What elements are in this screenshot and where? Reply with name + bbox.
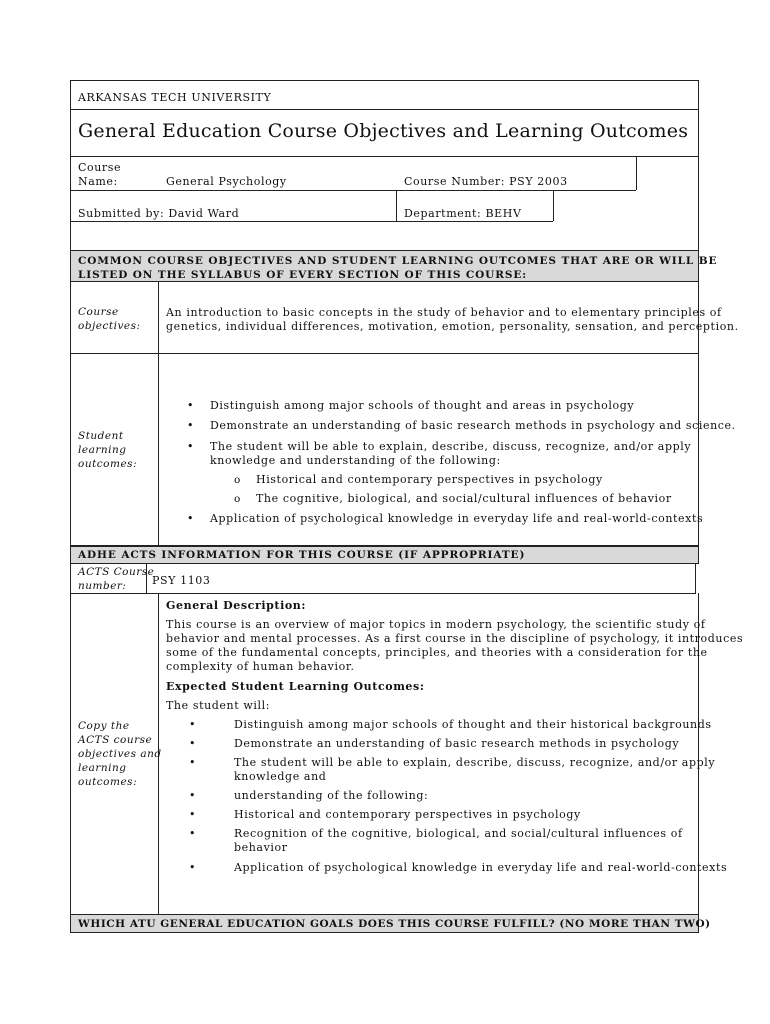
outcomes-label-1: Student xyxy=(78,430,124,442)
outcome-item-2: Demonstrate an understanding of basic research methods in psychology and science. xyxy=(210,419,736,432)
copy-label-3: objectives and xyxy=(78,748,162,760)
outcome-bullet-4: • xyxy=(187,512,195,525)
outcome-sub-bullet-2: o xyxy=(234,493,241,505)
outcome-item-3a: The student will be able to explain, describe, discuss, recognize, and/or apply xyxy=(210,440,692,453)
copy-label-4: learning xyxy=(78,762,127,774)
outcome-sub-item-2: The cognitive, biological, and social/cultural influences of behavior xyxy=(256,492,672,505)
course-number: Course Number: PSY 2003 xyxy=(404,175,568,188)
copy-label-2: ACTS course xyxy=(78,734,153,746)
copy-label-5: outcomes: xyxy=(78,776,138,788)
submitted-divider xyxy=(396,190,397,221)
general-description-line-1: This course is an overview of major topics in modern psychology, the scientific study of xyxy=(166,618,706,631)
course-name-row xyxy=(70,156,699,190)
general-description-line-3: some of the fundamental concepts, principles, and theories with a consideration for the xyxy=(166,646,708,659)
expected-item-3a: The student will be able to explain, describe, discuss, recognize, and/or apply xyxy=(234,756,716,769)
outcome-sub-item-1: Historical and contemporary perspectives in psychology xyxy=(256,473,603,486)
expected-bullet-1: • xyxy=(189,718,197,731)
expected-bullet-5: • xyxy=(189,808,197,821)
adhe-heading: ADHE ACTS INFORMATION FOR THIS COURSE (IF APPROPRIATE) xyxy=(78,549,526,561)
outcome-item-4: Application of psychological knowledge in everyday life and real-world-contexts xyxy=(210,512,704,525)
general-description-heading: General Description: xyxy=(166,599,307,612)
expected-item-1: Distinguish among major schools of thought and their historical backgrounds xyxy=(234,718,712,731)
course-row-divider-1 xyxy=(636,156,637,190)
submitted-by: Submitted by: David Ward xyxy=(78,207,240,220)
expected-item-2: Demonstrate an understanding of basic research methods in psychology xyxy=(234,737,680,750)
expected-outcomes-heading: Expected Student Learning Outcomes: xyxy=(166,680,425,693)
expected-bullet-7: • xyxy=(189,861,197,874)
expected-item-3b: knowledge and xyxy=(234,770,327,783)
outcomes-divider xyxy=(158,353,159,546)
outcomes-label-3: outcomes: xyxy=(78,458,138,470)
left-rule-1 xyxy=(70,190,71,250)
expected-item-4: understanding of the following: xyxy=(234,789,429,802)
outcome-item-3b: knowledge and understanding of the following: xyxy=(210,454,501,467)
outcome-bullet-3: • xyxy=(187,440,195,453)
copy-label-1: Copy the xyxy=(78,720,130,732)
expected-item-6a: Recognition of the cognitive, biological, and social/cultural influences of xyxy=(234,827,683,840)
general-description-line-4: complexity of human behavior. xyxy=(166,660,355,673)
objectives-text-2: genetics, individual differences, motivation, emotion, personality, sensation, and perception. xyxy=(166,320,739,333)
expected-bullet-4: • xyxy=(189,789,197,802)
outcomes-label-2: learning xyxy=(78,444,127,456)
acts-label-2: number: xyxy=(78,580,127,592)
objectives-label-2: objectives: xyxy=(78,320,141,332)
acts-value: PSY 1103 xyxy=(152,574,211,587)
common-objectives-heading-line-1: COMMON COURSE OBJECTIVES AND STUDENT LEARNING OUTCOMES THAT ARE OR WILL BE xyxy=(78,255,718,267)
objectives-divider xyxy=(158,281,159,354)
expected-item-5: Historical and contemporary perspectives in psychology xyxy=(234,808,581,821)
goals-heading: WHICH ATU GENERAL EDUCATION GOALS DOES THIS COURSE FULFILL? (NO MORE THAN TWO) xyxy=(78,918,711,930)
outcome-bullet-2: • xyxy=(187,419,195,432)
student-will-text: The student will: xyxy=(166,699,271,712)
general-description-line-2: behavior and mental processes. As a first course in the discipline of psychology, it introduces xyxy=(166,632,744,645)
course-name-underline xyxy=(70,190,636,191)
page-title: General Education Course Objectives and Learning Outcomes xyxy=(78,120,689,142)
right-rule-1 xyxy=(698,190,699,250)
outcome-item-1: Distinguish among major schools of thought and areas in psychology xyxy=(210,399,635,412)
outcome-bullet-1: • xyxy=(187,399,195,412)
course-name-label-2: Name: xyxy=(78,175,118,188)
department: Department: BEHV xyxy=(404,207,522,220)
acts-label-1: ACTS Course xyxy=(78,566,155,578)
expected-bullet-2: • xyxy=(189,737,197,750)
expected-bullet-3: • xyxy=(189,756,197,769)
expected-item-6b: behavior xyxy=(234,841,288,854)
course-name-label-1: Course xyxy=(78,161,122,174)
common-objectives-heading-line-2: LISTED ON THE SYLLABUS OF EVERY SECTION OF THIS COURSE: xyxy=(78,269,528,281)
expected-item-7: Application of psychological knowledge in everyday life and real-world-contexts xyxy=(234,861,728,874)
course-name-value: General Psychology xyxy=(166,175,287,188)
expected-bullet-6: • xyxy=(189,827,197,840)
university-name: ARKANSAS TECH UNIVERSITY xyxy=(78,91,272,104)
outcome-sub-bullet-1: o xyxy=(234,474,241,486)
objectives-label-1: Course xyxy=(78,306,119,318)
submitted-divider-2 xyxy=(553,190,554,221)
submitted-underline xyxy=(70,221,553,222)
objectives-text-1: An introduction to basic concepts in the study of behavior and to elementary principles of xyxy=(166,306,722,319)
